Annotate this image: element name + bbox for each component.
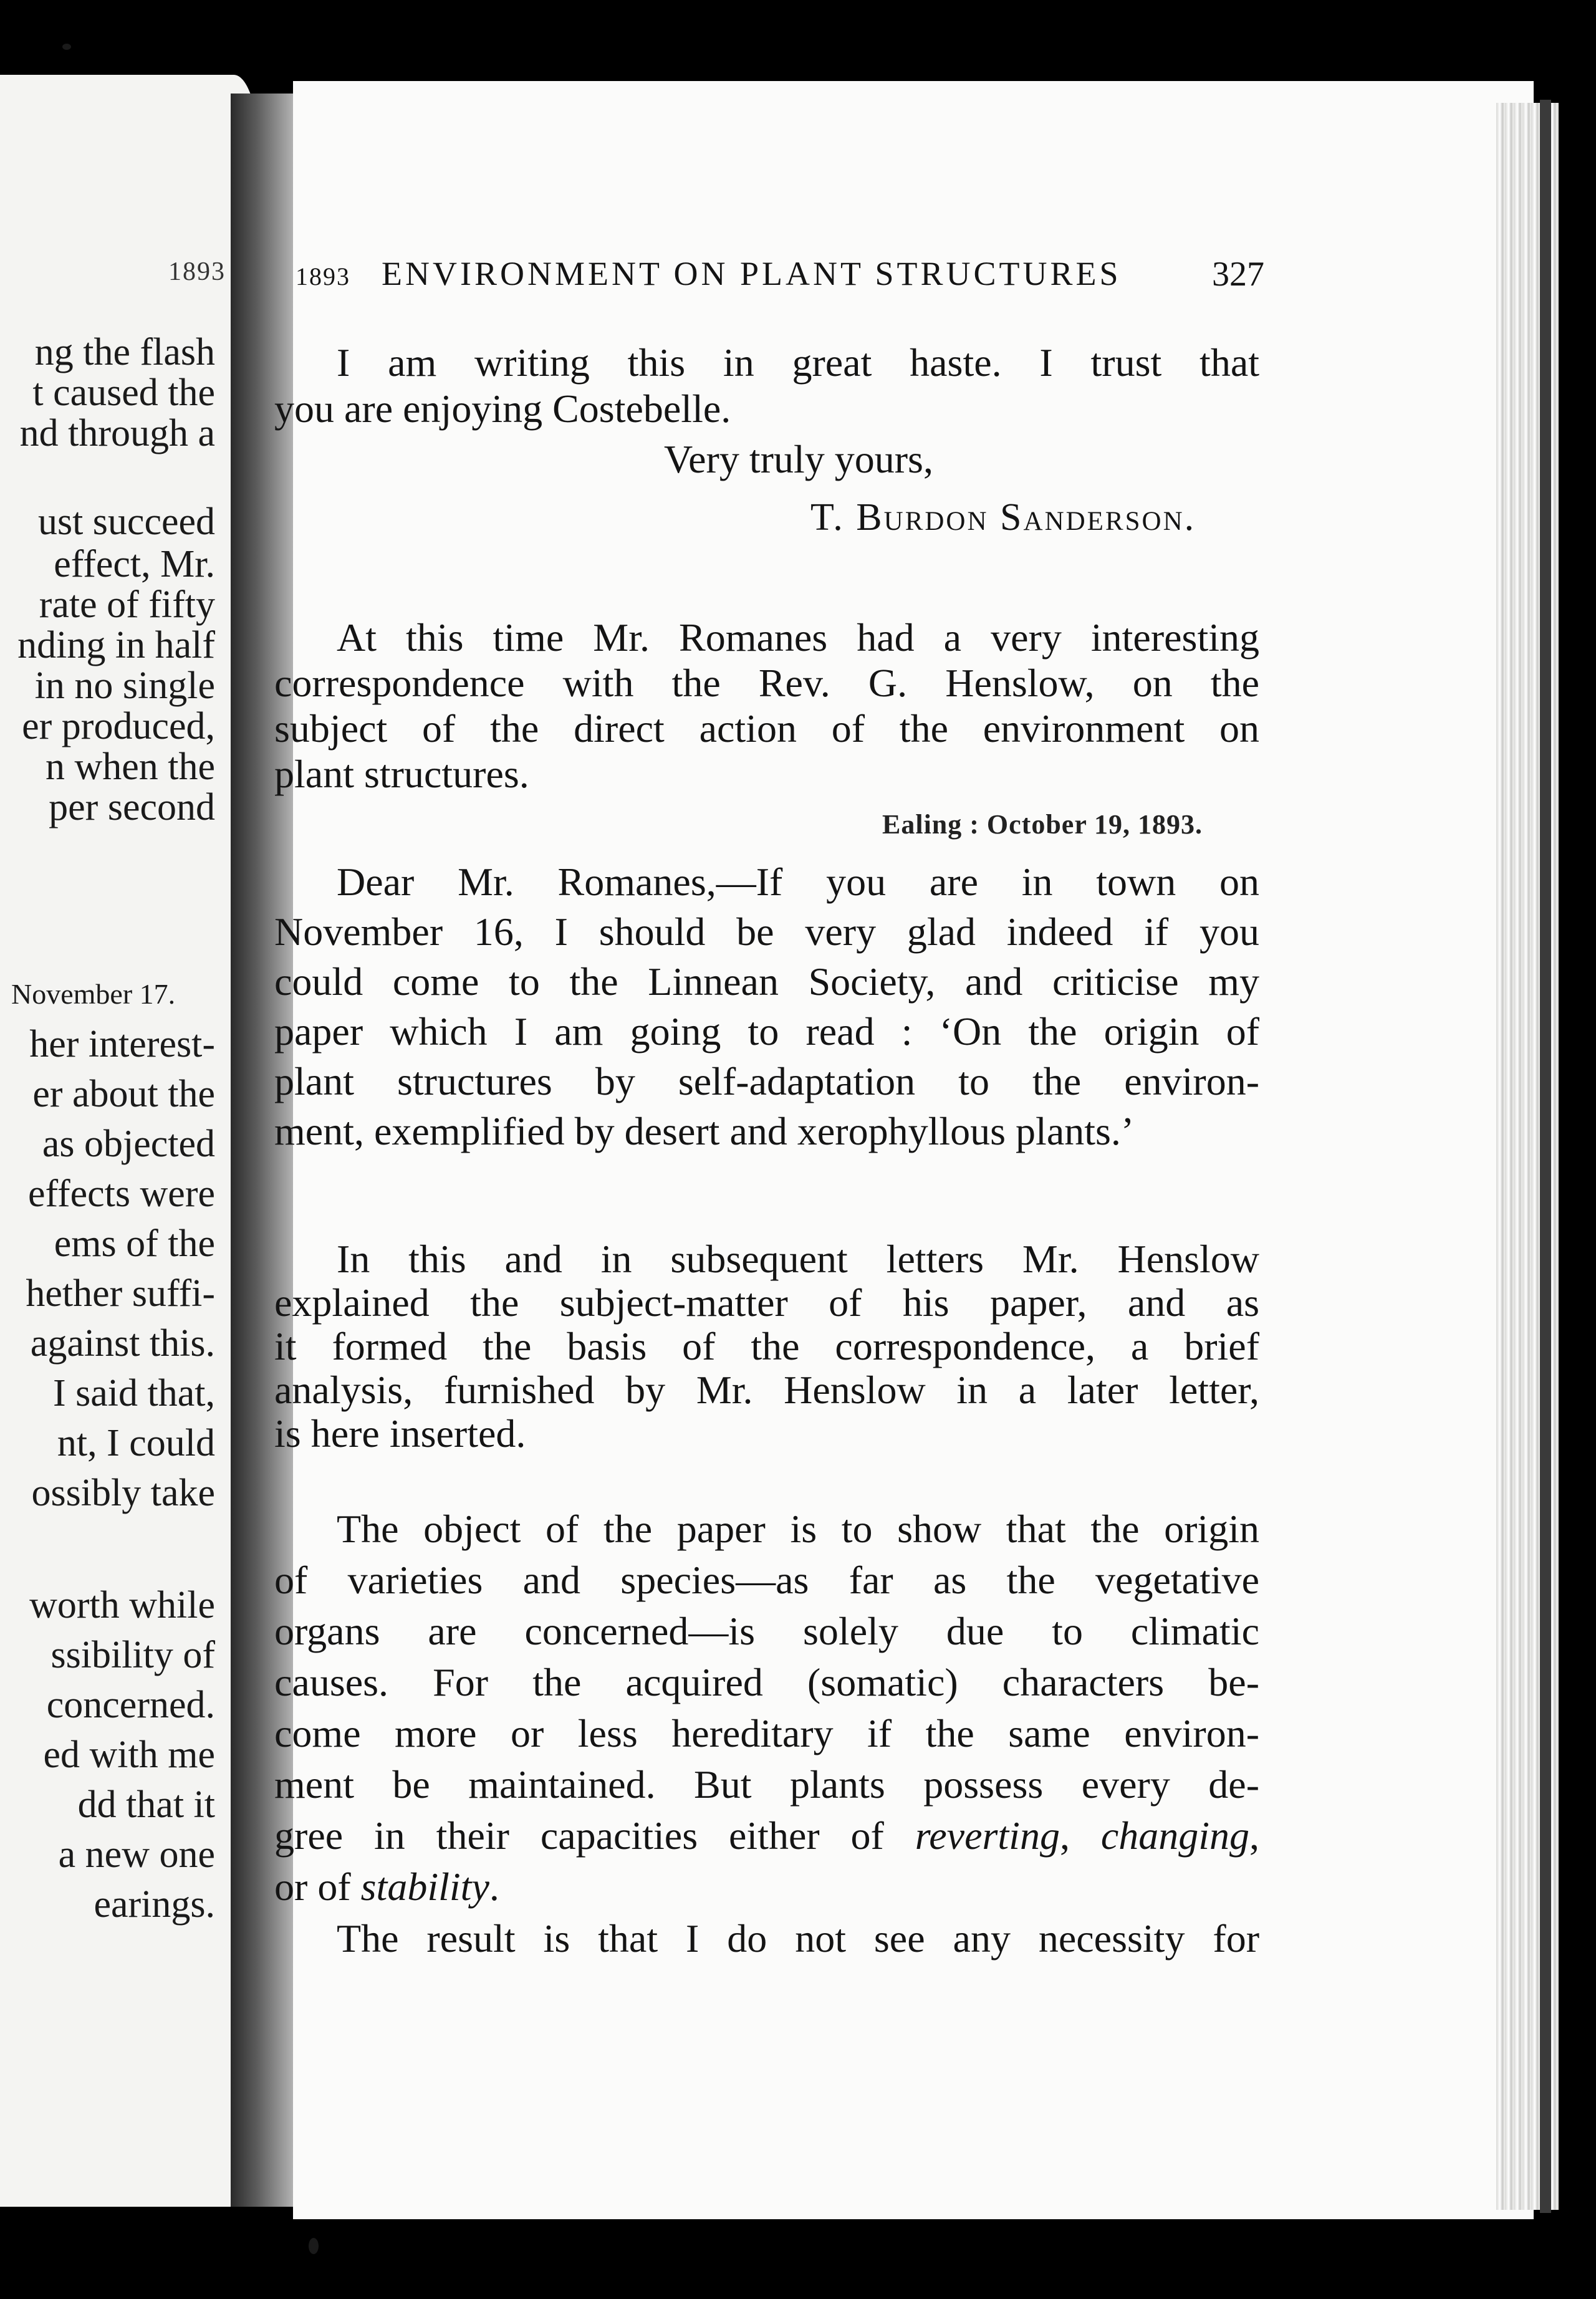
signature xyxy=(810,496,1196,540)
text-line: could come to the Linnean Society, and criticise my xyxy=(274,960,1259,1004)
signature-name: Burdon Sanderson. xyxy=(856,496,1196,539)
italic-term: stability xyxy=(360,1865,489,1909)
scan-speck xyxy=(62,44,71,50)
text-segment: , xyxy=(1059,1814,1101,1858)
facing-page-line: I said that, xyxy=(53,1372,215,1414)
text-line: The object of the paper is to show that the origin xyxy=(337,1507,1259,1551)
text-line: come more or less hereditary if the same environ- xyxy=(274,1712,1259,1755)
running-head-year: 1893 xyxy=(296,262,350,290)
facing-page-line: ed with me xyxy=(43,1734,215,1776)
running-head xyxy=(296,254,1268,298)
facing-page-line: ems of the xyxy=(54,1222,215,1265)
valediction: Very truly yours, xyxy=(664,437,933,481)
facing-page-line: hether suffi- xyxy=(26,1272,215,1315)
page-number: 327 xyxy=(1212,255,1264,294)
facing-page-line: rate of fifty xyxy=(39,583,215,626)
facing-page-line: dd that it xyxy=(77,1783,215,1826)
facing-page-line: in no single xyxy=(34,665,215,707)
text-line: In this and in subsequent letters Mr. Henslow xyxy=(337,1237,1259,1281)
facing-page-line: t caused the xyxy=(32,372,215,414)
text-line: it formed the basis of the correspondence, a brief xyxy=(274,1325,1259,1368)
text-line: correspondence with the Rev. G. Henslow, on the xyxy=(274,661,1259,705)
running-head-title: ENVIRONMENT ON PLANT STRUCTURES xyxy=(382,255,1122,292)
facing-page-line: worth while xyxy=(29,1584,215,1626)
facing-page xyxy=(0,75,259,2207)
facing-page-line: per second xyxy=(49,786,215,828)
facing-page-line: her interest- xyxy=(29,1023,215,1065)
text-line: ment, exemplified by desert and xerophyllous plants.’ xyxy=(274,1110,1135,1153)
page-edge-shadow xyxy=(1540,100,1551,2213)
text-line: At this time Mr. Romanes had a very interesting xyxy=(337,616,1259,660)
text-line: Dear Mr. Romanes,—If you are in town on xyxy=(337,860,1259,904)
facing-page-line: er produced, xyxy=(22,705,215,747)
facing-page-line: against this. xyxy=(30,1322,215,1365)
facing-page-line: ust succeed xyxy=(37,501,215,543)
text-line: The result is that I do not see any necessity for xyxy=(337,1917,1259,1961)
facing-page-line: ng the flash xyxy=(34,331,215,373)
text-line: ment be maintained. But plants possess every de- xyxy=(274,1763,1259,1807)
text-segment: gree in their capacities either of xyxy=(274,1814,915,1858)
text-line: explained the subject-matter of his paper, and as xyxy=(274,1281,1259,1325)
text-line: of varieties and species—as far as the vegetative xyxy=(274,1558,1259,1602)
text-line: paper which I am going to read : ‘On the origin of xyxy=(274,1010,1259,1054)
text-line: I am writing this in great haste. I trust that xyxy=(337,341,1259,385)
facing-page-line: effect, Mr. xyxy=(54,543,215,585)
text-line: analysis, furnished by Mr. Henslow in a later letter, xyxy=(274,1368,1259,1412)
facing-page-dateline: November 17. xyxy=(11,978,176,1010)
text-line: plant structures by self-adaptation to the environ- xyxy=(274,1060,1259,1103)
scan-speck xyxy=(309,2238,319,2254)
text-line: plant structures. xyxy=(274,752,529,796)
italic-term: reverting xyxy=(915,1814,1060,1858)
facing-page-line: n when the xyxy=(45,746,215,788)
facing-page-line: ssibility of xyxy=(50,1634,215,1676)
text-line: November 16, I should be very glad indeed if you xyxy=(274,910,1259,954)
text-line: organs are concerned—is solely due to climatic xyxy=(274,1610,1259,1653)
text-line: is here inserted. xyxy=(274,1412,526,1456)
facing-page-line: ossibly take xyxy=(31,1472,215,1514)
facing-page-header: 1893 xyxy=(168,257,226,286)
facing-page-line: earings. xyxy=(94,1883,215,1926)
signature-initial: T. xyxy=(810,496,845,539)
text-line xyxy=(274,1865,1259,1909)
facing-page-line: nd through a xyxy=(19,412,215,454)
text-segment: . xyxy=(489,1865,499,1909)
text-line: subject of the direct action of the environment on xyxy=(274,707,1259,751)
italic-term: changing xyxy=(1100,1814,1249,1858)
letter-dateline: Ealing : October 19, 1893. xyxy=(882,809,1203,840)
facing-page-line: nding in half xyxy=(17,624,215,666)
text-line: causes. For the acquired (somatic) characters be- xyxy=(274,1661,1259,1704)
text-segment: , xyxy=(1249,1814,1259,1858)
facing-page-line: a new one xyxy=(58,1833,215,1876)
text-segment: or of xyxy=(274,1865,361,1909)
facing-page-line: effects were xyxy=(27,1173,215,1215)
facing-page-line: as objected xyxy=(42,1123,215,1165)
facing-page-line: concerned. xyxy=(46,1684,215,1726)
text-line: you are enjoying Costebelle. xyxy=(274,387,731,431)
facing-page-line: nt, I could xyxy=(57,1422,215,1464)
text-line xyxy=(274,1814,1259,1858)
facing-page-line: er about the xyxy=(32,1073,215,1115)
